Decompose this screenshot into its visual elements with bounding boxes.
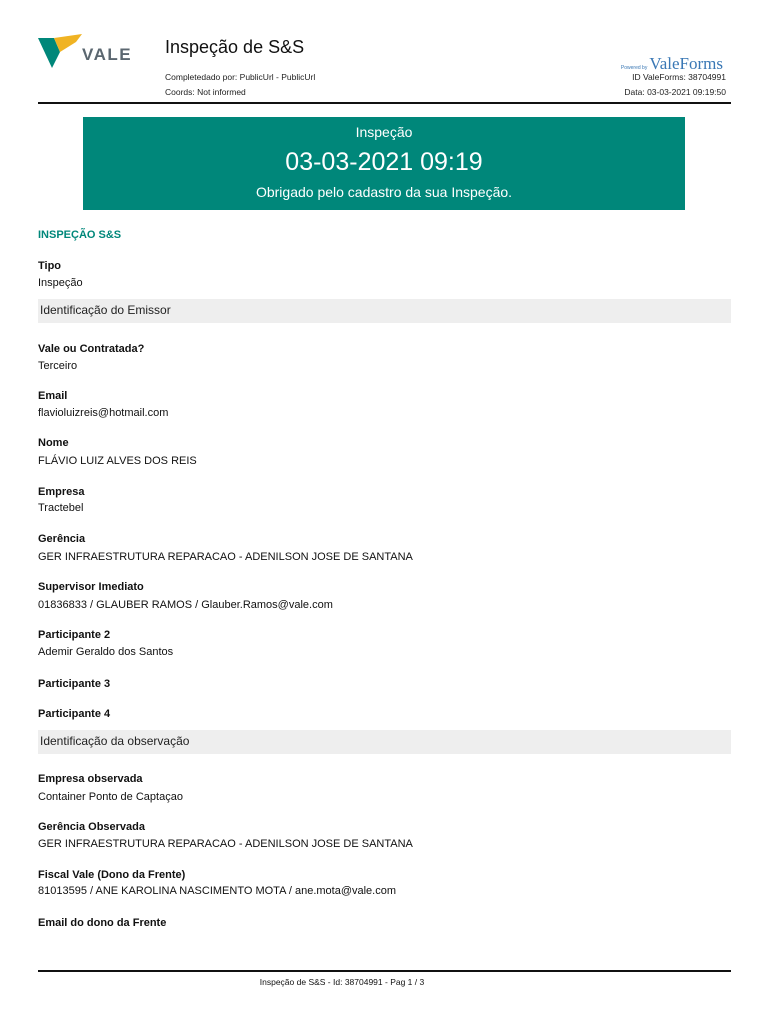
field-value-supervisor: 01836833 / GLAUBER RAMOS / Glauber.Ramos@vale.com [38, 599, 333, 611]
field-value-nome: FLÁVIO LUIZ ALVES DOS REIS [38, 455, 197, 467]
document-title: Inspeção de S&S [165, 37, 305, 57]
document-header [0, 0, 768, 110]
vale-logo [38, 32, 138, 72]
field-label-participante-2: Participante 2 [38, 629, 111, 641]
powered-by-label: Powered by [620, 65, 648, 71]
group-title: Identificação da observação [40, 734, 190, 748]
field-label-vale-ou-contratada: Vale ou Contratada? [38, 343, 145, 355]
field-value-tipo: Inspeção [38, 277, 83, 289]
field-value-participante-2: Ademir Geraldo dos Santos [38, 646, 174, 658]
section-title: INSPEÇÃO S&S [38, 229, 122, 241]
group-header-emissor [38, 299, 731, 323]
valeforms-logo: ValeForms [649, 54, 723, 73]
banner-datetime: 03-03-2021 09:19 [285, 148, 483, 176]
group-title: Identificação do Emissor [40, 303, 171, 317]
field-value-vale-ou-contratada: Terceiro [38, 360, 78, 372]
header-divider [38, 102, 731, 104]
field-value-gerencia: GER INFRAESTRUTURA REPARACAO - ADENILSON JOSE DE SANTANA [38, 551, 413, 563]
group-header-observacao [38, 730, 731, 754]
valeforms-brand [621, 55, 723, 72]
field-value-empresa: Tractebel [38, 502, 84, 514]
field-label-tipo: Tipo [38, 260, 62, 272]
field-value-email: flavioluizreis@hotmail.com [38, 407, 169, 419]
field-label-supervisor: Supervisor Imediato [38, 581, 144, 593]
field-label-email: Email [38, 390, 68, 402]
field-label-participante-3: Participante 3 [38, 678, 111, 690]
page-footer: Inspeção de S&S - Id: 38704991 - Pag 1 / 3 [259, 977, 425, 987]
field-label-gerencia-observada: Gerência Observada [38, 821, 146, 833]
form-date: Data: 03-03-2021 09:19:50 [624, 87, 726, 97]
footer-divider [38, 970, 731, 972]
completed-by: Completedado por: PublicUrl - PublicUrl [165, 72, 316, 82]
field-label-fiscal-vale: Fiscal Vale (Dono da Frente) [38, 869, 186, 881]
field-label-email-dono: Email do dono da Frente [38, 917, 167, 929]
logo-wordmark: VALE [82, 45, 133, 64]
vale-logo-icon [38, 32, 82, 70]
confirmation-banner [83, 117, 685, 210]
banner-message: Obrigado pelo cadastro da sua Inspeção. [255, 184, 513, 200]
field-label-participante-4: Participante 4 [38, 708, 111, 720]
field-label-gerencia: Gerência [38, 533, 86, 545]
field-label-empresa-observada: Empresa observada [38, 773, 143, 785]
banner-label: Inspeção [355, 124, 413, 140]
form-id: ID ValeForms: 38704991 [632, 72, 726, 82]
coords: Coords: Not informed [165, 87, 246, 97]
field-value-gerencia-observada: GER INFRAESTRUTURA REPARACAO - ADENILSON JOSE DE SANTANA [38, 838, 413, 850]
field-label-nome: Nome [38, 437, 69, 449]
field-value-fiscal-vale: 81013595 / ANE KAROLINA NASCIMENTO MOTA / ane.mota@vale.com [38, 885, 397, 897]
field-label-empresa: Empresa [38, 486, 85, 498]
field-value-empresa-observada: Container Ponto de Captaçao [38, 791, 183, 803]
